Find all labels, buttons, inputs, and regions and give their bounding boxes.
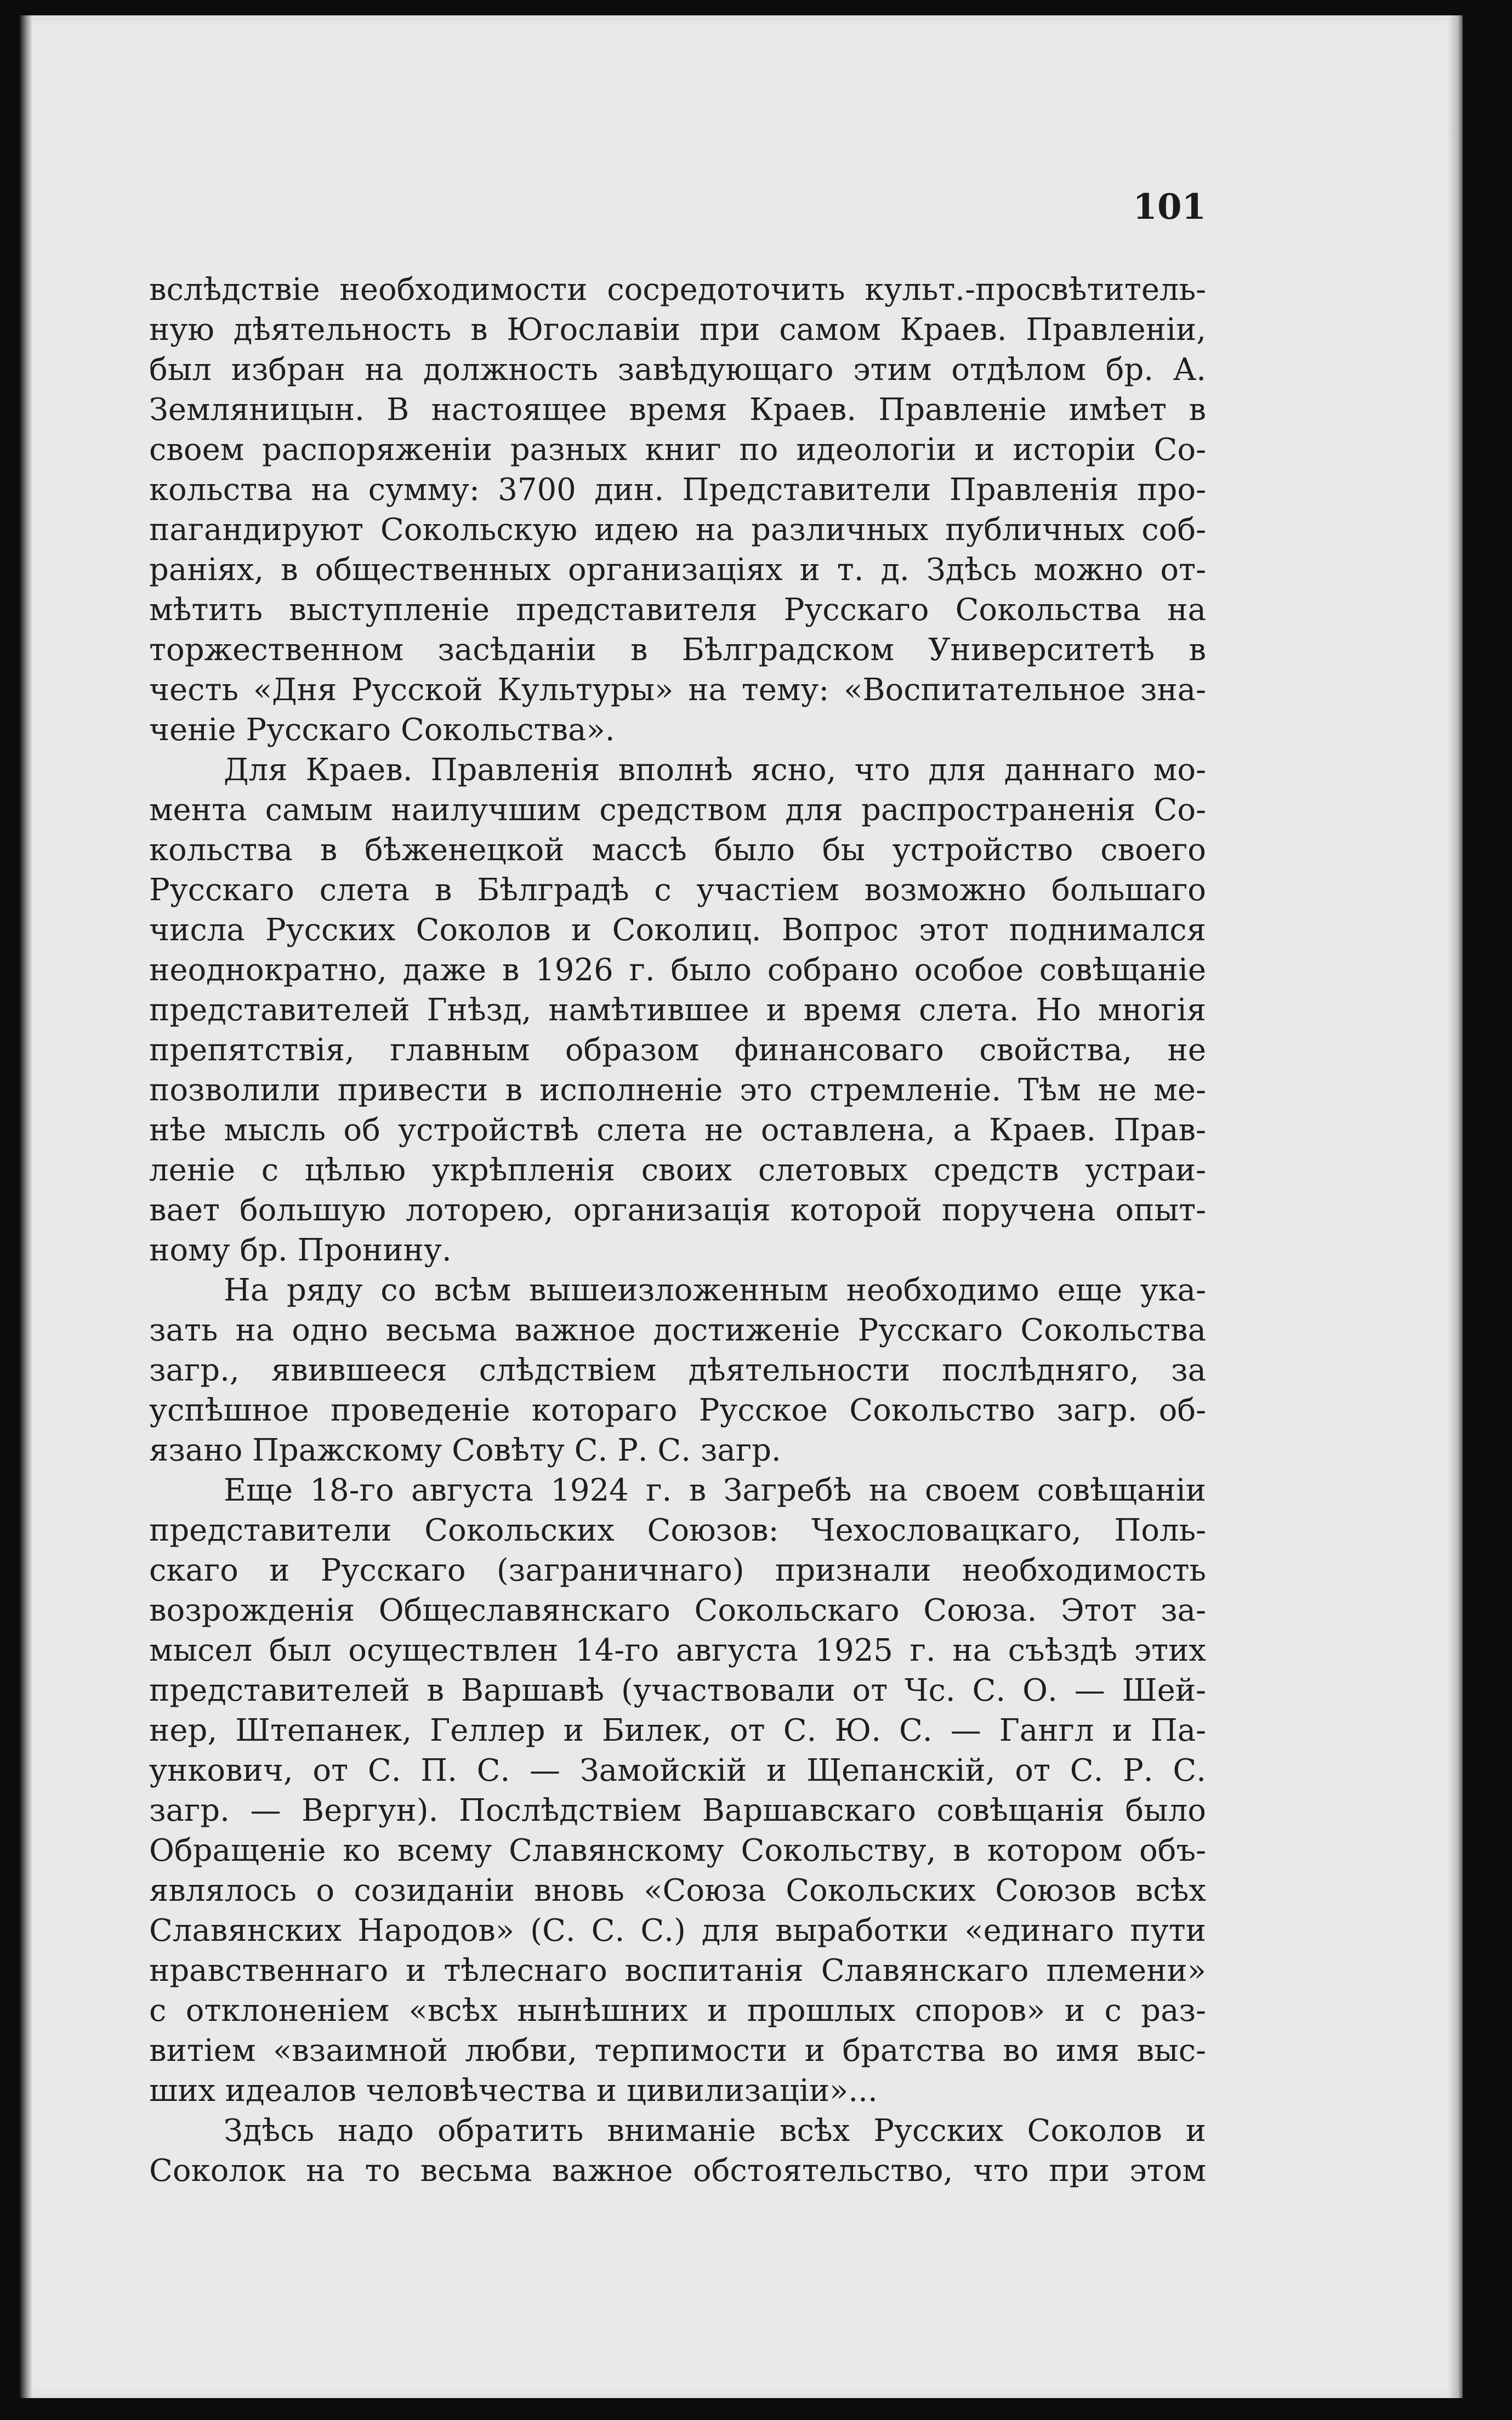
text-line: кольства на сумму: 3700 дин. Представители Правленія про- xyxy=(149,472,1206,508)
text-line: нер, Штепанек, Геллер и Билек, от С. Ю. С. — Гангл и Па- xyxy=(149,1713,1206,1748)
text-line: возрожденія Общеславянскаго Сокольскаго Союза. Этот за- xyxy=(149,1593,1206,1628)
text-line: пагандируют Сокольскую идею на различных публичных соб- xyxy=(149,512,1206,548)
text-line: кольства в бѣженецкой массѣ было бы устройство своего xyxy=(149,832,1206,868)
text-line: Еще 18-го августа 1924 г. в Загребѣ на своем совѣщаніи xyxy=(224,1473,1206,1508)
text-line: нѣе мысль об устройствѣ слета не оставлена, а Краев. Прав- xyxy=(149,1112,1206,1148)
text-line: раніях, в общественных организаціях и т. д. Здѣсь можно от- xyxy=(149,552,1206,588)
text-line: честь «Дня Русской Культуры» на тему: «Воспитательное зна- xyxy=(149,672,1206,708)
text-line: ному бр. Пронину. xyxy=(149,1232,452,1268)
text-line: загр., явившееся слѣдствіем дѣятельности послѣдняго, за xyxy=(149,1353,1206,1388)
text-line: Земляницын. В настоящее время Краев. Правленіе имѣет в xyxy=(149,392,1206,428)
text-line: представителей Гнѣзд, намѣтившее и время слета. Но многія xyxy=(149,992,1206,1028)
page-number: 101 xyxy=(1133,186,1206,228)
text-line: успѣшное проведеніе котораго Русское Сокольство загр. об- xyxy=(149,1393,1206,1428)
text-line: ших идеалов человѣчества и цивилизаціи»... xyxy=(149,2073,878,2109)
text-line: позволили привести в исполненіе это стремленіе. Тѣм не ме- xyxy=(149,1072,1206,1108)
page-edge-shadow xyxy=(1447,15,1463,2398)
text-line: неоднократно, даже в 1926 г. было собрано особое совѣщаніе xyxy=(149,952,1206,988)
page-gutter-shadow xyxy=(20,15,32,2398)
text-line: язано Пражскому Совѣту С. Р. С. загр. xyxy=(149,1433,781,1468)
text-line: мѣтить выступленіе представителя Русскаго Сокольства на xyxy=(149,592,1206,628)
text-line: Славянских Народов» (С. С. С.) для выработки «единаго пути xyxy=(149,1913,1206,1949)
text-line: своем распоряженіи разных книг по идеологіи и исторіи Со- xyxy=(149,432,1206,468)
text-line: Для Краев. Правленія вполнѣ ясно, что для даннаго мо- xyxy=(224,752,1206,788)
text-line: леніе с цѣлью укрѣпленія своих слетовых средств устраи- xyxy=(149,1152,1206,1188)
text-line: На ряду со всѣм вышеизложенным необходимо еще ука- xyxy=(224,1273,1206,1308)
text-line: Русскаго слета в Бѣлградѣ с участіем возможно большаго xyxy=(149,872,1206,908)
text-line: с отклоненіем «всѣх нынѣшних и прошлых споров» и с раз- xyxy=(149,1993,1206,2029)
text-line: ную дѣятельность в Югославіи при самом Краев. Правленіи, xyxy=(149,312,1206,348)
text-line: числа Русских Соколов и Соколиц. Вопрос этот поднимался xyxy=(149,912,1206,948)
text-line: загр. — Вергун). Послѣдствіем Варшавскаго совѣщанія было xyxy=(149,1793,1206,1828)
text-line: мента самым наилучшим средством для распространенія Со- xyxy=(149,792,1206,828)
body-text xyxy=(149,270,1206,2191)
text-line: скаго и Русскаго (заграничнаго) признали необходимость xyxy=(149,1553,1206,1588)
text-line: Здѣсь надо обратить вниманіе всѣх Русских Соколов и xyxy=(224,2113,1206,2149)
text-line: ченіе Русскаго Сокольства». xyxy=(149,712,615,748)
text-line: нравственнаго и тѣлеснаго воспитанія Славянскаго племени» xyxy=(149,1953,1206,1989)
text-line: Соколок на то весьма важное обстоятельство, что при этом xyxy=(149,2153,1206,2189)
text-line: представителей в Варшавѣ (участвовали от Чс. С. О. — Шей- xyxy=(149,1673,1206,1708)
text-line: ункович, от С. П. С. — Замойскій и Щепанскій, от С. Р. С. xyxy=(149,1753,1206,1788)
text-line: витіем «взаимной любви, терпимости и братства во имя выс- xyxy=(149,2033,1206,2069)
text-line: препятствія, главным образом финансоваго свойства, не xyxy=(149,1032,1206,1068)
text-line: торжественном засѣданіи в Бѣлградском Университетѣ в xyxy=(149,632,1206,668)
text-line: являлось о созиданіи вновь «Союза Сокольских Союзов всѣх xyxy=(149,1873,1206,1908)
text-line: был избран на должность завѣдующаго этим отдѣлом бр. А. xyxy=(149,352,1206,388)
text-line: мысел был осуществлен 14-го августа 1925 г. на съѣздѣ этих xyxy=(149,1633,1206,1668)
text-line: Обращеніе ко всему Славянскому Сокольству, в котором объ- xyxy=(149,1833,1206,1868)
text-line: представители Сокольских Союзов: Чехословацкаго, Поль- xyxy=(149,1513,1206,1548)
text-line: зать на одно весьма важное достиженіе Русскаго Сокольства xyxy=(149,1313,1206,1348)
text-line: вслѣдствіе необходимости сосредоточить культ.-просвѣтитель- xyxy=(149,272,1206,308)
text-line: вает большую лоторею, организація которой поручена опыт- xyxy=(149,1192,1206,1228)
